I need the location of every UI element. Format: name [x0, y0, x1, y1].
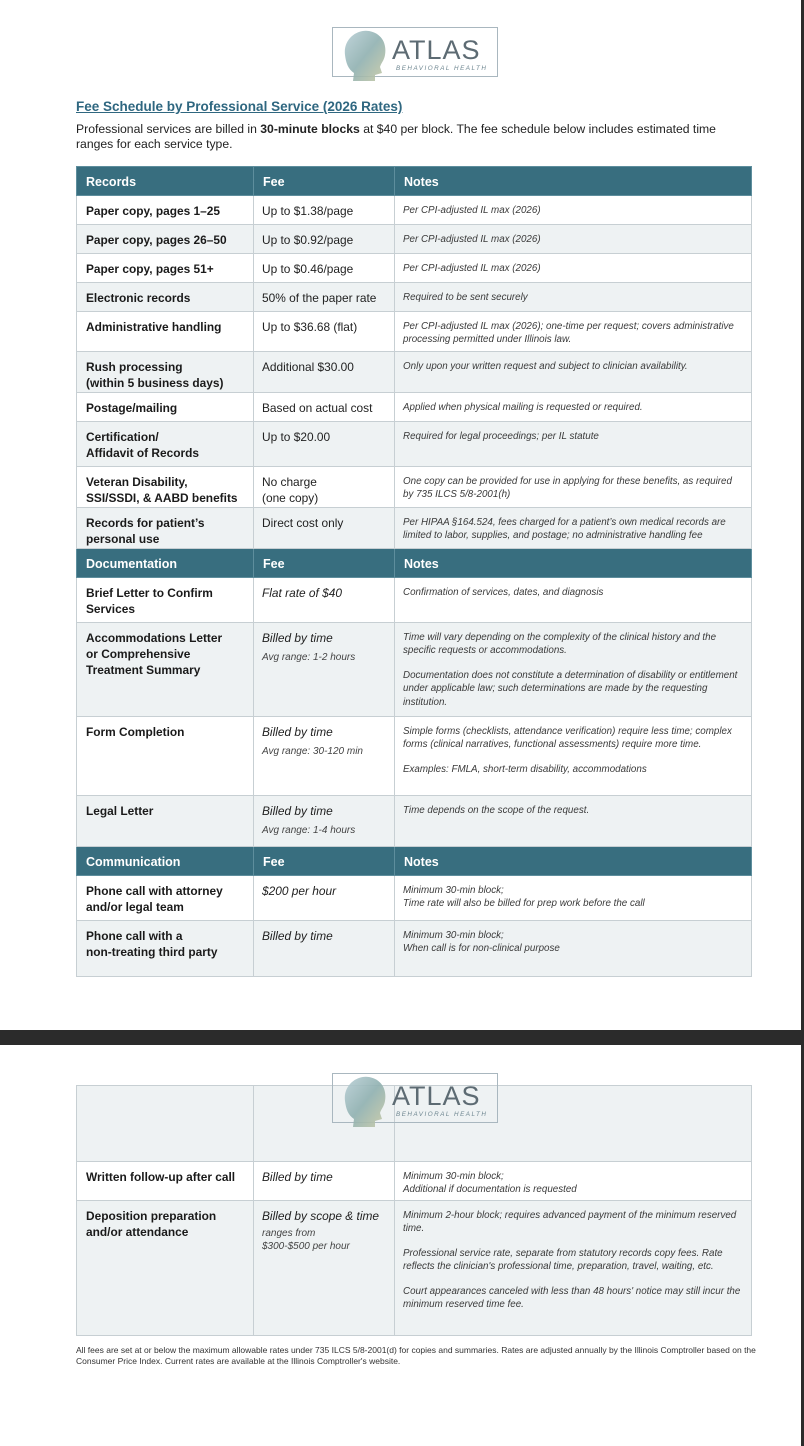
notes-cell — [395, 254, 752, 283]
table-row — [77, 393, 752, 422]
fee-cell — [254, 467, 395, 508]
service-label: Records for patient’s personal use — [77, 508, 254, 549]
fee-value: Direct cost only — [262, 516, 344, 530]
notes-cell — [395, 312, 752, 352]
fee-value: Flat rate of $40 — [262, 586, 342, 600]
logo-name: ATLAS — [392, 35, 481, 65]
table-row — [77, 796, 752, 847]
fee-cell — [254, 254, 395, 283]
fee-value: Up to $0.46/page — [262, 262, 354, 276]
service-label: Phone call with a non-treating third party — [77, 921, 254, 977]
fee-cell — [254, 623, 395, 717]
notes-cell — [395, 508, 752, 549]
records-header-row — [77, 167, 752, 196]
service-label: Phone call with attorney and/or legal team — [77, 876, 254, 921]
fee-value: Billed by scope & time — [262, 1209, 379, 1223]
table-row — [77, 283, 752, 312]
service-label: Deposition preparation and/or attendance — [77, 1201, 254, 1336]
note-text: Examples: FMLA, short-term disability, accommodations — [403, 763, 647, 775]
footnote: All fees are set at or below the maximum allowable rates under 735 ILCS 5/8-2001(d) for copies and summaries. Rates are adjusted annually by the Illinois Comptroller based on the Consumer Price Index. Current rates are available at the Illinois Comptroller's website. — [76, 1345, 756, 1366]
table-row — [77, 312, 752, 352]
table-row — [77, 578, 752, 623]
service-label: Brief Letter to Confirm Services — [77, 578, 254, 623]
fee-cell — [254, 225, 395, 254]
table-row — [77, 196, 752, 225]
records-header-fee: Fee — [254, 167, 395, 196]
notes-cell — [395, 876, 752, 921]
communication-header-row — [77, 847, 752, 876]
fee-cell — [254, 422, 395, 467]
note-text: Confirmation of services, dates, and diagnosis — [403, 587, 604, 598]
table-row — [77, 876, 752, 921]
table-row — [77, 921, 752, 977]
logo-subtitle: BEHAVIORAL HEALTH — [396, 65, 488, 72]
fee-cell — [254, 921, 395, 977]
documentation-header-fee: Fee — [254, 549, 395, 578]
table-row — [77, 623, 752, 717]
note-text: Documentation does not constitute a determination of disability or entitlement under applicable law; such determinations are made by the requesting institution. — [403, 669, 738, 708]
notes-cell — [395, 225, 752, 254]
note-text: Required to be sent securely — [403, 292, 528, 303]
fee-cell — [254, 578, 395, 623]
fee-cell — [254, 393, 395, 422]
fee-cell — [254, 796, 395, 847]
notes-cell — [395, 921, 752, 977]
table-row — [77, 352, 752, 393]
communication-header-service: Communication — [77, 847, 254, 876]
service-label: Veteran Disability, SSI/SSDI, & AABD benefits — [77, 467, 254, 508]
service-label: Paper copy, pages 51+ — [77, 254, 254, 283]
fee-value: 50% of the paper rate — [262, 291, 377, 305]
fee-cell — [254, 196, 395, 225]
notes-cell — [395, 1162, 752, 1201]
fee-value: Up to $1.38/page — [262, 204, 354, 218]
table-row — [77, 717, 752, 796]
documentation-section — [77, 549, 752, 847]
note-text: Time will vary depending on the complexity of the clinical history and the specific requests or accommodations. — [403, 632, 717, 657]
records-header-notes: Notes — [395, 167, 752, 196]
note-text: Per HIPAA §164.524, fees charged for a patient’s own medical records are limited to labor, supplies, and postage; no administrative handling fee — [403, 517, 726, 542]
notes-cell — [395, 467, 752, 508]
atlas-logo — [332, 27, 498, 79]
note-text: Minimum 30-min block; When call is for non-clinical purpose — [403, 930, 560, 955]
note-text: Per CPI-adjusted IL max (2026) — [403, 205, 541, 216]
note-text: Time depends on the scope of the request. — [403, 805, 590, 816]
service-label: Paper copy, pages 1–25 — [77, 196, 254, 225]
head-silhouette-icon — [335, 25, 391, 81]
fee-value: Based on actual cost — [262, 401, 373, 415]
note-text: Minimum 2-hour block; requires advanced payment of the minimum reserved time. — [403, 1210, 737, 1235]
communication-header-fee: Fee — [254, 847, 395, 876]
notes-cell — [395, 1201, 752, 1336]
fee-cell — [254, 508, 395, 549]
service-label: Rush processing (within 5 business days) — [77, 352, 254, 393]
fee-value: Up to $36.68 (flat) — [262, 320, 358, 334]
avg-range: Avg range: 1-4 hours — [262, 825, 356, 836]
service-label: Written follow-up after call — [77, 1162, 254, 1201]
note-text: Minimum 30-min block; Time rate will also be billed for prep work before the call — [403, 885, 645, 910]
notes-cell — [395, 196, 752, 225]
fee-value: Up to $0.92/page — [262, 233, 354, 247]
fee-cell — [254, 717, 395, 796]
service-label: Administrative handling — [77, 312, 254, 352]
head-silhouette-icon — [335, 1071, 391, 1127]
service-label: Legal Letter — [77, 796, 254, 847]
service-label: Postage/mailing — [77, 393, 254, 422]
table-row — [77, 1162, 752, 1201]
notes-cell — [395, 422, 752, 467]
service-label: Paper copy, pages 26–50 — [77, 225, 254, 254]
logo-name: ATLAS — [392, 1081, 481, 1111]
service-label: Accommodations Letter or Comprehensive Treatment Summary — [77, 623, 254, 717]
fee-value: Billed by time — [262, 1170, 333, 1184]
atlas-logo-page-2 — [332, 1073, 498, 1125]
fee-cell — [254, 312, 395, 352]
logo-subtitle: BEHAVIORAL HEALTH — [396, 1111, 488, 1118]
table-row — [77, 225, 752, 254]
avg-range: Avg range: 1-2 hours — [262, 652, 356, 663]
notes-cell — [395, 578, 752, 623]
note-text: One copy can be provided for use in applying for these benefits, as required by 735 ILCS 5/8-2001(h) — [403, 476, 732, 501]
documentation-header-service: Documentation — [77, 549, 254, 578]
table-row — [77, 254, 752, 283]
rate-range: ranges from $300-$500 per hour — [262, 1228, 350, 1252]
notes-cell — [395, 796, 752, 847]
note-text: Professional service rate, separate from statutory records copy fees. Rate reflects the clinician's professional time, preparation, travel, waiting, etc. — [403, 1247, 723, 1273]
fee-cell — [254, 283, 395, 312]
continued-rows — [77, 1162, 752, 1336]
fee-value: Billed by time — [262, 725, 333, 739]
fee-cell — [254, 1162, 395, 1201]
avg-range: Avg range: 30-120 min — [262, 746, 363, 757]
notes-cell — [395, 283, 752, 312]
service-label: Electronic records — [77, 283, 254, 312]
fee-value: No charge (one copy) — [262, 475, 319, 505]
notes-cell — [395, 352, 752, 393]
fee-value: Billed by time — [262, 929, 333, 943]
records-header-service: Records — [77, 167, 254, 196]
fee-table — [76, 166, 752, 977]
fee-cell — [254, 1201, 395, 1336]
table-row — [77, 422, 752, 467]
fee-cell — [254, 352, 395, 393]
page-title: Fee Schedule by Professional Service (2026 Rates) — [76, 99, 403, 114]
note-text: Minimum 30-min block; Additional if documentation is requested — [403, 1171, 577, 1196]
document-page-2 — [0, 1045, 801, 1446]
table-row — [77, 508, 752, 549]
note-text: Per CPI-adjusted IL max (2026); one-time per request; covers administrative processing permitted under Illinois law. — [403, 321, 734, 346]
notes-cell — [395, 623, 752, 717]
fee-value: Up to $20.00 — [262, 430, 331, 444]
records-section — [77, 167, 752, 549]
note-text: Per CPI-adjusted IL max (2026) — [403, 234, 541, 245]
intro-paragraph: Professional services are billed in 30-minute blocks at $40 per block. The fee schedule below includes estimated time ranges for each service type. — [76, 122, 716, 151]
note-text: Applied when physical mailing is requested or required. — [403, 402, 643, 413]
note-text: Court appearances canceled with less than 48 hours' notice may still incur the minimum reserved time fee. — [403, 1285, 741, 1311]
service-label: Certification/ Affidavit of Records — [77, 422, 254, 467]
documentation-header-row — [77, 549, 752, 578]
notes-cell — [395, 393, 752, 422]
communication-header-notes: Notes — [395, 847, 752, 876]
fee-value: Billed by time — [262, 631, 333, 645]
fee-value: $200 per hour — [262, 884, 337, 898]
fee-value: Additional $30.00 — [262, 360, 354, 374]
table-row — [77, 1201, 752, 1336]
table-row — [77, 467, 752, 508]
service-label: Form Completion — [77, 717, 254, 796]
note-text: Required for legal proceedings; per IL statute — [403, 431, 599, 442]
note-text: Simple forms (checklists, attendance verification) require less time; complex forms (clinical narratives, functional assessments) require more time. — [403, 726, 732, 751]
fee-cell — [254, 876, 395, 921]
notes-cell — [395, 717, 752, 796]
communication-section — [77, 847, 752, 977]
fee-value: Billed by time — [262, 804, 333, 818]
note-text: Only upon your written request and subject to clinician availability. — [403, 361, 688, 372]
documentation-header-notes: Notes — [395, 549, 752, 578]
note-text: Per CPI-adjusted IL max (2026) — [403, 263, 541, 274]
